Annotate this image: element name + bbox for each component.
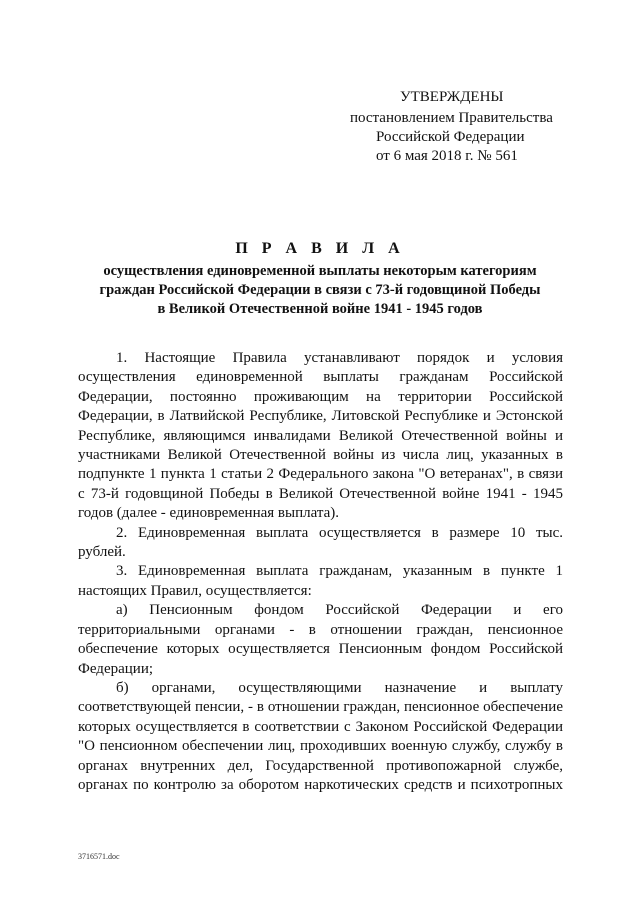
document-id-footer: 3716571.doc (78, 852, 120, 861)
paragraph-3a: а) Пенсионным фондом Российской Федерации и его территориальными органами - в отношении граждан, пенсионное обеспечение которых осуществляется Пенсионным фондом Российской Федерации; (78, 602, 563, 677)
paragraph-2: 2. Единовременная выплата осуществляется в размере 10 тыс. рублей. (78, 524, 563, 561)
title-heading: П Р А В И Л А (235, 240, 405, 257)
approval-line: Российской Федерации (376, 129, 525, 145)
paragraph-3: 3. Единовременная выплата гражданам, указанным в пункте 1 настоящих Правил, осуществляется: (78, 563, 563, 599)
approval-block (350, 88, 570, 166)
document-title (60, 238, 580, 319)
paragraph-1: 1. Настоящие Правила устанавливают порядок и условия осуществления единовременной выплаты гражданам Российской Федерации, постоянно проживающим на территории Российской Федерации, в Латвийской Республике, Литовской Республике и Эстонской Республике, являющимся инвалидами Великой Отечественной войны и участниками Великой Отечественной войны из числа лиц, указанных в подпункте 1 пункта 1 статьи 2 Федерального закона "О ветеранах", в связи с 73-й годовщиной Победы в Великой Отечественной войне 1941 - 1945 годов (далее - единовременная выплата). (78, 350, 563, 522)
approval-line: от 6 мая 2018 г. № 561 (376, 148, 518, 164)
document-body (78, 349, 563, 795)
approval-stamp: УТВЕРЖДЕНЫ (400, 89, 504, 105)
approval-line: постановлением Правительства (350, 110, 553, 126)
title-subtitle-line: в Великой Отечественной войне 1941 - 1945 годов (157, 301, 483, 317)
paragraph-3b: б) органами, осуществляющими назначение и выплату соответствующей пенсии, - в отношении граждан, пенсионное обеспечение которых осуществляется в соответствии с Законом Российской Федерации "О пенсионном обеспечении лиц, проходивших военную службу, службу в органах внутренних дел, Государственной противопожарной службе, органах по контролю за оборотом наркотических средств и психотропных (78, 679, 563, 793)
title-subtitle-line: осуществления единовременной выплаты некоторым категориям (103, 263, 537, 279)
title-subtitle-line: граждан Российской Федерации в связи с 73-й годовщиной Победы (99, 282, 541, 298)
